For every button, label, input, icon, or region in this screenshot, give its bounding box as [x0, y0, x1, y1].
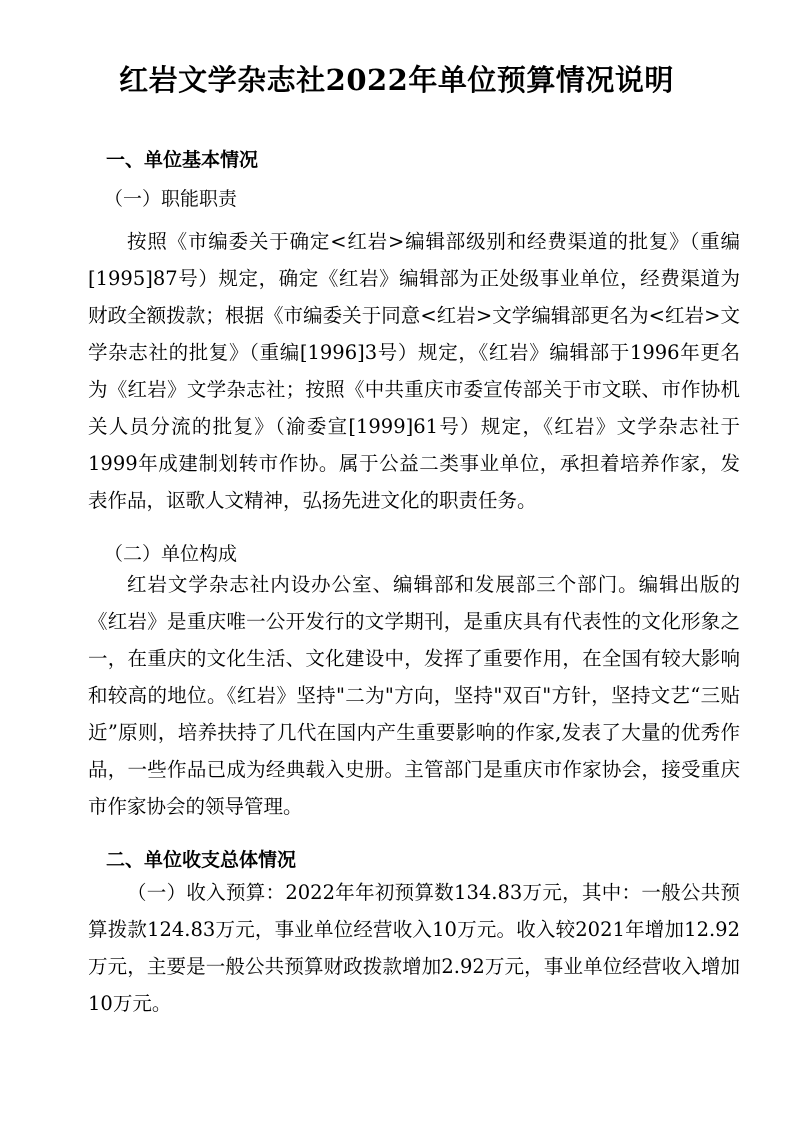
paragraph-composition: 红岩文学杂志社内设办公室、编辑部和发展部三个部门。编辑出版的《红岩》是重庆唯一公开发行的文学期刊，是重庆具有代表性的文化形象之一，在重庆的文化生活、文化建设中，发挥了重要作用，在全国有较大影响和较高的地位。《红岩》坚持"二为"方向，坚持"双百"方针，坚持文艺“三贴近”原则，培养扶持了几代在国内产生重要影响的作家,发表了大量的优秀作品，一些作品已成为经典载入史册。主管部门是重庆市作家协会，接受重庆市作家协会的领导管理。	[88, 573, 740, 818]
paragraph-income-budget: （一）收入预算：2022年年初预算数134.83万元，其中：一般公共预算拨款124.83万元，事业单位经营收入10万元。收入较2021年增加12.92万元，主要是一般公共预算财政拨款增加2.92万元，事业单位经营收入增加10万元。	[88, 881, 740, 1015]
subsection-heading-functions: （一）职能职责	[104, 188, 238, 210]
paragraph-functions: 按照《市编委关于确定<红岩>编辑部级别和经费渠道的批复》（重编[1995]87号）规定，确定《红岩》编辑部为正处级事业单位，经费渠道为财政全额拨款；根据《市编委关于同意<红岩>文学编辑部更名为<红岩>文学杂志社的批复》（重编[1996]3号）规定，《红岩》编辑部于1996年更名为《红岩》文学杂志社；按照《中共重庆市委宣传部关于市文联、市作协机关人员分流的批复》（渝委宣[1999]61号）规定，《红岩》文学杂志社于1999年成建制划转市作协。属于公益二类事业单位，承担着培养作家，发表作品，讴歌人文精神，弘扬先进文化的职责任务。	[88, 230, 740, 512]
document-title: 红岩文学杂志社2022年单位预算情况说明	[119, 63, 674, 97]
subsection-heading-composition: （二）单位构成	[104, 543, 238, 565]
section-heading-budget-overview: 二、单位收支总体情况	[106, 849, 297, 871]
section-heading-basic-info: 一、单位基本情况	[106, 149, 259, 171]
